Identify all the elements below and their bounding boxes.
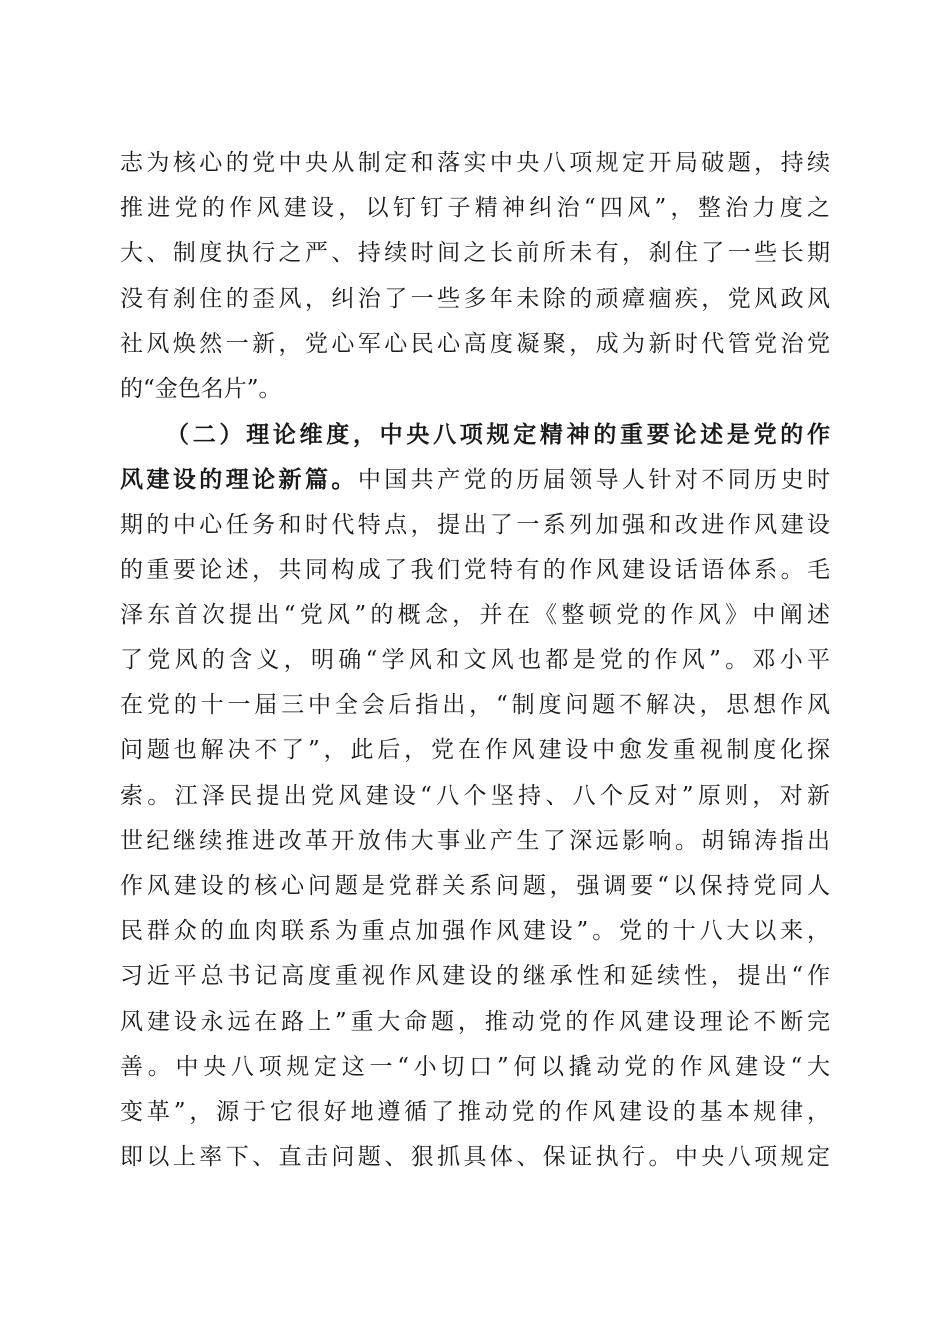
paragraph-line: 善。中央八项规定这一“小切口”何以撬动党的作风建设“大 [120,1053,830,1080]
paragraph-line: 世纪继续推进改革开放伟大事业产生了深远影响。胡锦涛指出 [120,827,830,854]
document-body [120,141,830,1180]
paragraph-line: 社风焕然一新，党心军心民心高度凝聚，成为新时代管党治党 [120,330,830,357]
paragraph-line: 索。江泽民提出党风建设“八个坚持、八个反对”原则，对新 [120,782,830,809]
section-heading: （二）理论维度，中央八项规定精神的重要论述是党的作 [166,421,830,449]
paragraph-1 [120,141,830,412]
paragraph-line: 泽东首次提出“党风”的概念，并在《整顿党的作风》中阐述 [120,601,830,628]
section-heading-end: 风建设的理论新篇。 [120,466,358,494]
paragraph-line: 民群众的血肉联系为重点加强作风建设”。党的十八大以来， [120,918,830,945]
paragraph-line: 即以上率下、直击问题、狠抓具体、保证执行。中央八项规定 [120,1144,830,1171]
paragraph-line: 风建设永远在路上”重大命题，推动党的作风建设理论不断完 [120,1008,830,1035]
paragraph-line: 习近平总书记高度重视作风建设的继承性和延续性，提出“作 [120,963,830,990]
paragraph-line: 志为核心的党中央从制定和落实中央八项规定开局破题，持续 [120,150,830,176]
paragraph-line: 期的中心任务和时代特点，提出了一系列加强和改进作风建设 [120,511,830,538]
paragraph-line: 大、制度执行之严、持续时间之长前所未有，刹住了一些长期 [120,240,830,267]
paragraph-line: 的“金色名片”。 [120,375,282,402]
paragraph-line: 在党的十一届三中全会后指出，“制度问题不解决，思想作风 [120,692,830,719]
paragraph-line: 没有刹住的歪风，纠治了一些多年未除的顽瘴痼疾，党风政风 [120,285,830,312]
paragraph-2 [120,412,830,1180]
paragraph-line: 问题也解决不了”，此后，党在作风建设中愈发重视制度化探 [120,737,830,764]
paragraph-line: 变革”，源于它很好地遵循了推动党的作风建设的基本规律， [120,1098,830,1125]
paragraph-line-start: 中国共产党的历届领导人针对不同历史时 [357,467,831,494]
paragraph-line: 推进党的作风建设，以钉钉子精神纠治“四风”，整治力度之 [120,195,830,222]
paragraph-line: 了党风的含义，明确“学风和文风也都是党的作风”。邓小平 [120,647,830,674]
section-heading-continuation [120,457,830,502]
paragraph-line: 的重要论述，共同构成了我们党特有的作风建设话语体系。毛 [120,556,830,583]
paragraph-line: 作风建设的核心问题是党群关系问题，强调要“以保持党同人 [120,873,830,899]
